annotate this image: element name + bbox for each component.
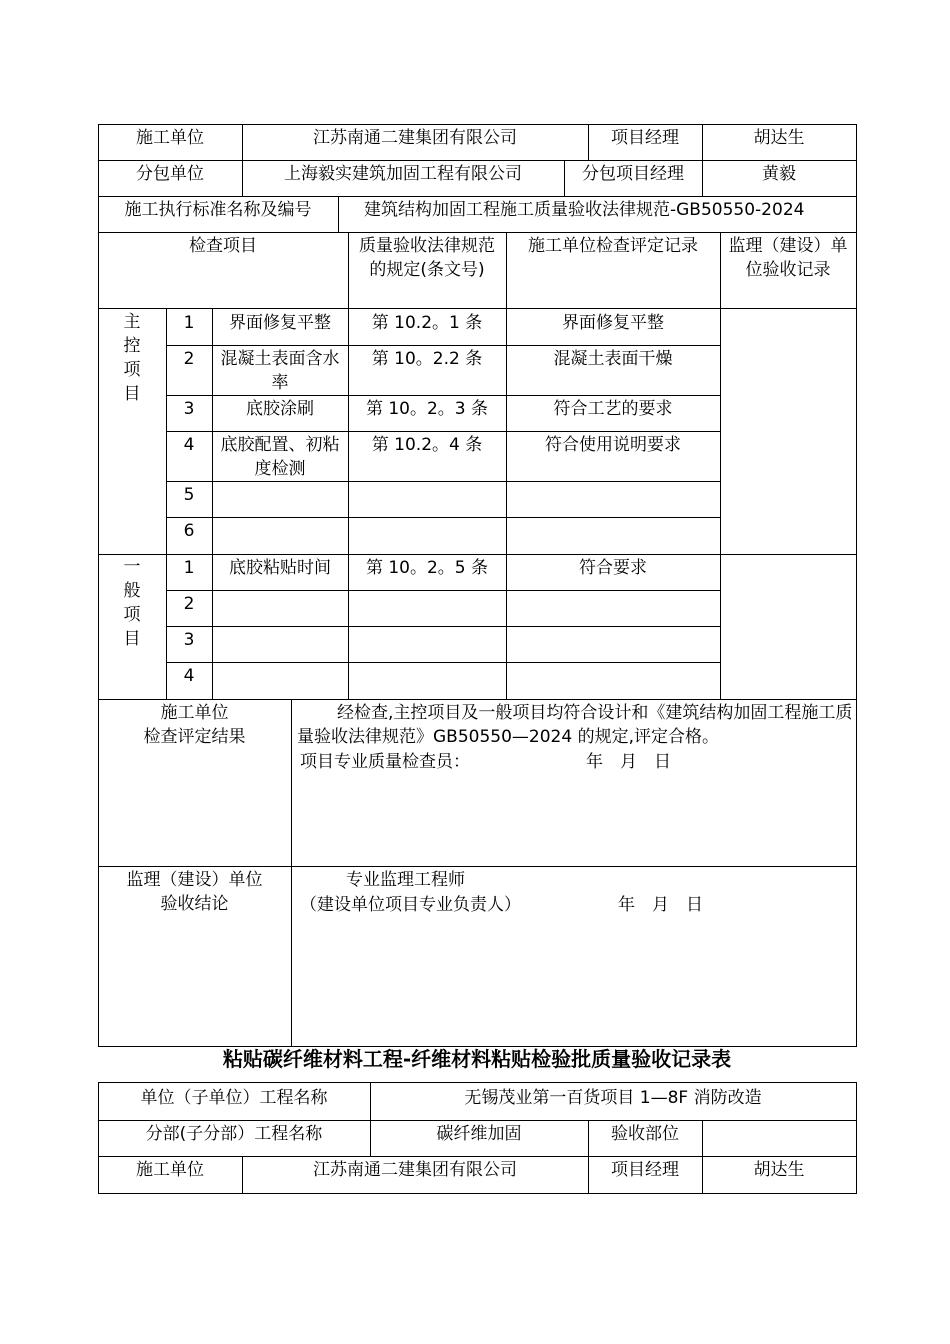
next-form-title: 粘贴碳纤维材料工程-纤维材料粘贴检验批质量验收记录表 — [222, 1047, 732, 1071]
grid-line — [166, 517, 721, 518]
construction-unit-value: 江苏南通二建集团有限公司 — [313, 128, 517, 148]
grid-line — [242, 124, 243, 197]
standard-label: 施工执行标准名称及编号 — [124, 200, 312, 220]
item-name: 底胶粘贴时间 — [229, 558, 331, 578]
grid-line — [564, 160, 565, 197]
result-date: 年 月 日 — [586, 752, 671, 772]
column-record-header: 施工单位检查评定记录 — [528, 236, 698, 256]
project-name-label: 单位（子单位）工程名称 — [140, 1088, 328, 1108]
grid-line — [856, 1082, 857, 1194]
inspector-label: 项目专业质量检查员： — [300, 752, 470, 772]
result-label — [98, 701, 291, 749]
conclusion-label — [98, 868, 291, 916]
grid-line — [98, 1193, 857, 1194]
grid-line — [702, 1120, 703, 1194]
supervision-engineer-label: 专业监理工程师 — [346, 870, 465, 890]
grid-line — [291, 699, 292, 1047]
item-record: 混凝土表面干燥 — [553, 349, 673, 369]
project-manager-label: 项目经理 — [611, 128, 679, 148]
result-label-line1: 施工单位 — [160, 703, 229, 723]
subcontract-manager-value: 黄毅 — [762, 164, 796, 184]
owner-representative-label: （建设单位项目专业负责人） — [300, 895, 521, 915]
subcontract-unit-value: 上海毅实建筑加固工程有限公司 — [284, 164, 522, 184]
acceptance-part-label: 验收部位 — [611, 1124, 679, 1144]
project-manager-value: 胡达生 — [753, 128, 805, 148]
grid-line — [166, 395, 721, 396]
grid-line — [212, 308, 213, 700]
item-number: 1 — [183, 313, 195, 333]
item-record: 符合使用说明要求 — [545, 435, 681, 455]
grid-line — [348, 232, 349, 700]
division-label: 分部(子分部）工程名称 — [145, 1124, 323, 1144]
grid-line — [702, 124, 703, 197]
item-spec: 第 10。2。3 条 — [365, 399, 489, 419]
grid-line — [166, 345, 721, 346]
general-items-label: 一般项目 — [123, 557, 141, 649]
item-spec: 第 10.2。1 条 — [371, 313, 483, 333]
grid-line — [166, 590, 721, 591]
item-name: 底胶涂刷 — [246, 399, 314, 419]
result-label-line2: 检查评定结果 — [143, 727, 246, 747]
grid-line — [588, 124, 589, 161]
grid-line — [856, 124, 857, 1047]
grid-line — [166, 626, 721, 627]
item-number: 4 — [183, 666, 195, 686]
grid-line — [370, 1082, 371, 1157]
grid-line — [98, 124, 99, 1047]
grid-line — [98, 1156, 857, 1157]
column-supervision-header: 监理（建设）单位验收记录 — [728, 236, 848, 280]
item-record: 界面修复平整 — [562, 313, 664, 333]
grid-line — [166, 308, 167, 700]
grid-line — [166, 481, 721, 482]
grid-line — [588, 1120, 589, 1194]
conclusion-label-line1: 监理（建设）单位 — [126, 870, 263, 890]
next-construction-unit-label: 施工单位 — [136, 1160, 204, 1180]
grid-line — [166, 662, 721, 663]
grid-line — [98, 1120, 857, 1121]
item-number: 2 — [183, 349, 195, 369]
grid-line — [98, 1082, 99, 1194]
division-value: 碳纤维加固 — [436, 1124, 522, 1144]
grid-line — [98, 196, 857, 197]
construction-unit-label: 施工单位 — [136, 128, 204, 148]
item-number: 1 — [183, 558, 195, 578]
grid-line — [506, 232, 507, 700]
next-project-manager-label: 项目经理 — [611, 1160, 679, 1180]
standard-value: 建筑结构加固工程施工质量验收法律规范-GB50550-2024 — [364, 200, 805, 220]
item-record: 符合工艺的要求 — [553, 399, 673, 419]
project-name-value: 无锡茂业第一百货项目 1—8F 消防改造 — [464, 1088, 762, 1108]
item-number: 3 — [183, 399, 195, 419]
grid-line — [98, 1046, 857, 1047]
item-spec: 第 10。2.2 条 — [371, 349, 483, 369]
item-name: 混凝土表面含水率 — [220, 349, 340, 393]
item-number: 2 — [183, 594, 195, 614]
grid-line — [98, 866, 857, 867]
conclusion-date: 年 月 日 — [618, 895, 703, 915]
next-project-manager-value: 胡达生 — [753, 1160, 805, 1180]
main-control-label: 主控项目 — [123, 312, 141, 404]
grid-line — [338, 196, 339, 233]
item-number: 6 — [183, 521, 195, 541]
grid-line — [98, 232, 857, 233]
subcontract-manager-label: 分包项目经理 — [582, 164, 684, 184]
grid-line — [720, 232, 721, 700]
grid-line — [98, 1082, 857, 1083]
conclusion-label-line2: 验收结论 — [160, 894, 229, 914]
result-text: 经检查,主控项目及一般项目均符合设计和《建筑结构加固工程施工质量验收法律规范》GB50550—2024 的规定,评定合格。 — [297, 703, 853, 747]
item-number: 5 — [183, 485, 195, 505]
item-spec: 第 10.2。4 条 — [371, 435, 483, 455]
item-name: 底胶配置、初粘度检测 — [220, 435, 340, 479]
column-item-header: 检查项目 — [189, 236, 257, 256]
grid-line — [98, 124, 857, 125]
next-construction-unit-value: 江苏南通二建集团有限公司 — [313, 1160, 517, 1180]
item-spec: 第 10。2。5 条 — [365, 558, 489, 578]
subcontract-unit-label: 分包单位 — [136, 164, 204, 184]
grid-line — [98, 160, 857, 161]
item-record: 符合要求 — [579, 558, 647, 578]
grid-line — [242, 1156, 243, 1194]
item-number: 4 — [183, 435, 195, 455]
grid-line — [166, 431, 721, 432]
item-name: 界面修复平整 — [229, 313, 331, 333]
item-number: 3 — [183, 630, 195, 650]
column-spec-header: 质量验收法律规范的规定(条文号) — [359, 236, 495, 280]
